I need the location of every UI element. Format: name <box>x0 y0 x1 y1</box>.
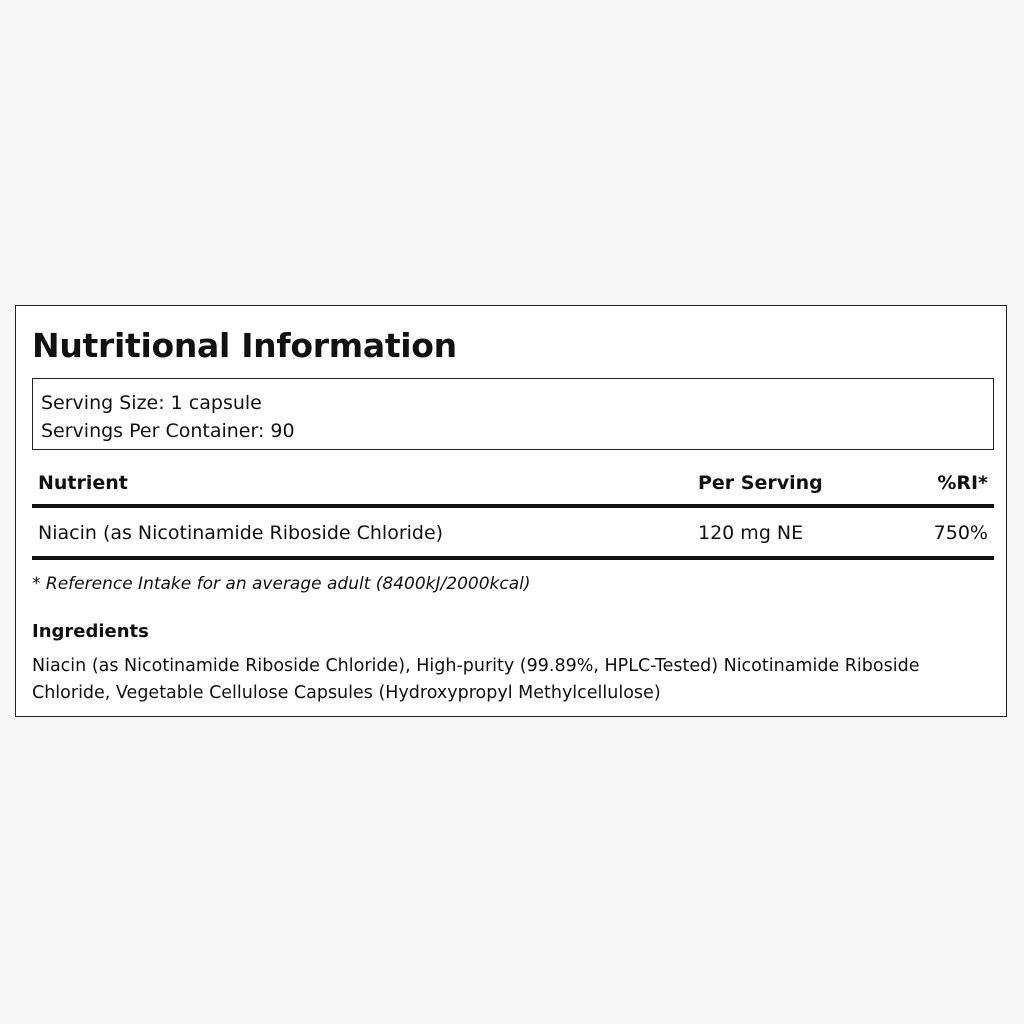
nutrient-table <box>32 466 994 560</box>
nutrition-panel <box>15 305 1007 717</box>
header-ri: %RI* <box>937 472 988 494</box>
ingredients-heading: Ingredients <box>32 621 149 642</box>
header-per-serving: Per Serving <box>698 472 823 494</box>
nutrient-amount: 120 mg NE <box>698 522 804 544</box>
nutrient-name: Niacin (as Nicotinamide Riboside Chloride) <box>38 522 444 544</box>
table-row <box>32 508 994 560</box>
panel-title: Nutritional Information <box>32 326 457 365</box>
serving-info-box <box>32 378 994 450</box>
nutrient-ri: 750% <box>933 522 988 544</box>
header-nutrient: Nutrient <box>38 472 128 494</box>
serving-size: Serving Size: 1 capsule <box>41 392 262 414</box>
ingredients-text: Niacin (as Nicotinamide Riboside Chloride), High-purity (99.89%, HPLC-Tested) Nicotinamide Riboside Chloride, Vegetable Cellulose Capsules (Hydroxypropyl Methylcellulose) <box>32 656 920 703</box>
table-header-row <box>32 466 994 508</box>
reference-intake-footnote: * Reference Intake for an average adult (8400kJ/2000kcal) <box>32 574 531 594</box>
servings-per-container: Servings Per Container: 90 <box>41 420 295 442</box>
